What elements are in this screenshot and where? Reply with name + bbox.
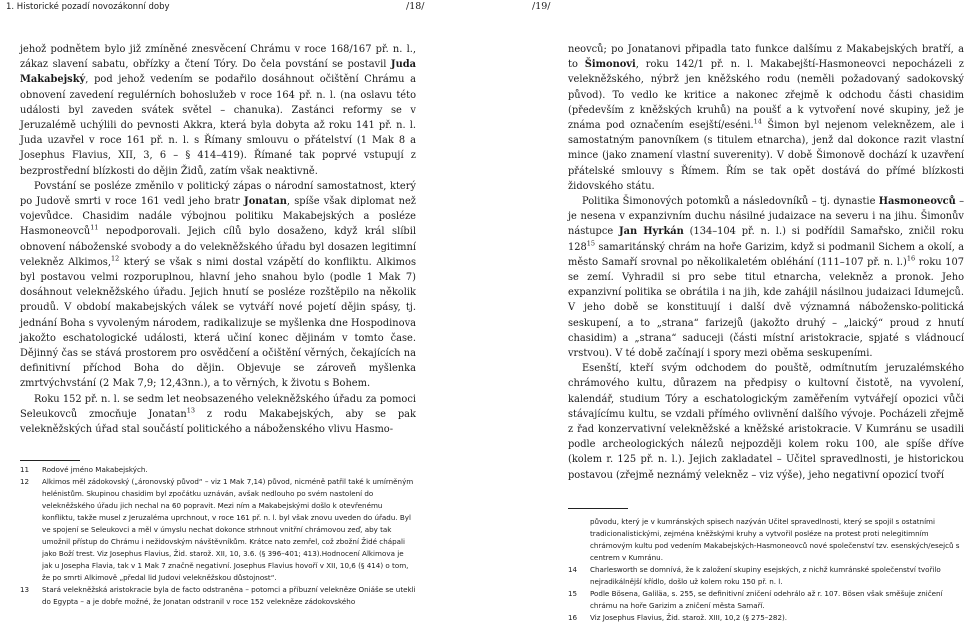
footnote-ref: 12 bbox=[111, 254, 120, 263]
text-run: neovců; po Jonatanovi připadla tato funkce dalšímu z Makabejských bratří, a to bbox=[568, 44, 964, 71]
footnote-ref: 13 bbox=[186, 406, 195, 415]
footnote-text: Rodové jméno Makabejských. bbox=[42, 465, 148, 474]
footnote-ref: 14 bbox=[753, 117, 762, 126]
footnote-number: 12 bbox=[20, 477, 30, 486]
text-run: roku 107 se zemí. Vyhradil si pro sebe titul etnarcha, velekněz a pronok. Jeho expanzivní politika se obrátila i na jih, kde zahájil násilnou judaizaci Idumejců. V jeho době se konstituují i další dvě významná nábožensko-politická seskupení, a to „strana“ farizejů (jakožto druhý – „laický“ proud z hnutí chasidim) a „strana“ saduceji (části místní aristokracie, spjaté s vládnoucí vrstvou). V té době začínají i spory mezi oběma seskupeními. bbox=[568, 256, 964, 360]
paragraph bbox=[568, 361, 964, 483]
bold-name: Jan Hyrkán bbox=[618, 226, 684, 238]
footnote-number: 16 bbox=[568, 613, 578, 622]
footnote-text: Charlesworth se domnívá, že k založení skupiny esejských, z nichž kumránské společenství tvořilo nejradikálnější křídlo, došlo už kolem roku 150 př. n. l. bbox=[590, 565, 941, 586]
footnote-ref: 11 bbox=[90, 224, 99, 233]
footnote bbox=[568, 516, 964, 564]
text-run: Roku 152 př. n. l. se sedm let neobsazeného velekněžského úřadu za pomoci Seleukovců zmocňuje Jonatan bbox=[20, 393, 416, 420]
footnote-number: 11 bbox=[20, 465, 30, 474]
text-run: (134–104 př. n. l.) si podřídil Samařsko, zničil roku 128 bbox=[568, 226, 964, 253]
footnote-text: Stará velekněžská aristokracie byla de facto odstraněna – potomci a příbuzní velekněze Oniáše se utekli do Egypta – a je dobře možné, že Jonatan odstranil v roce 152 velekněze zádokovského bbox=[42, 585, 416, 606]
text-run: z rodu Makabejských, aby se pak velekněžských úřad stal součástí politického a náboženského vlivu Hasmo- bbox=[20, 408, 416, 436]
text-run: Politika Šimonových potomků a následovníků – tj. dynastie bbox=[582, 196, 879, 208]
page-number-right: /19/ bbox=[532, 1, 551, 12]
footnote-text: Viz Josephus Flavius, Žid. starož. XIII, 10,2 (§ 275–282). bbox=[590, 613, 788, 622]
text-run: nepodporovali. Jejich cílů bylo dosaženo, když král slíbil obnovení náboženské svobody a do velekněžského úřadu byl dosazen legitimní velekněz Alkimos, bbox=[20, 226, 416, 268]
footnote bbox=[20, 584, 416, 608]
left-page-body bbox=[20, 42, 416, 437]
footnote-ref: 15 bbox=[586, 239, 596, 248]
page-number-left: /18/ bbox=[406, 1, 425, 12]
text-run: Esenští, kteří svým odchodem do pouště, odmítnutím jeruzalémského chrámového kultu, důrazem na předpisy o kultovní čistotě, na vyvolení, kalendář, studium Tóry a eschatologickým zaměřením vytvářejí opozici vůči stávajícímu kultu, se vzdali přímého ovlivnění dalšího vývoje. Pocházeli zřejmě z řad konzervativní velekněžské a kněžské aristokracie. V Kumránu se usadili podle archeologických nálezů nejpozději kolem roku 100, ale spíše dříve (kolem r. 125 př. n. l.). Jejich zakladatel – Učitel spravedlnosti, je historickou postavou (zřejmě neznámý velekněz – viz výše), jeho negativní opozicí tvoří bbox=[568, 363, 964, 481]
text-run: , spíše však diplomat než vojevůdce. Chasidim nadále výbojnou politiku Makabejských a posléze Hasmoneovců bbox=[20, 196, 416, 238]
footnote-rule bbox=[20, 460, 80, 461]
paragraph bbox=[20, 179, 416, 392]
bold-name: Šimonovi bbox=[584, 59, 636, 71]
footnote bbox=[568, 612, 964, 624]
footnote-number bbox=[568, 516, 590, 564]
footnote bbox=[20, 476, 416, 584]
paragraph bbox=[568, 194, 964, 361]
footnote-number: 13 bbox=[20, 585, 30, 594]
paragraph bbox=[20, 392, 416, 438]
text-run: který se však s nimi dostal vzápětí do konfliktu. Alkimos byl postavou velmi rozporuplnou, hlavní jeho snahou bylo (podle 1 Mak 7) dosáhnout velekněžského úřadu. Jejich hnutí se posléze rozštěpilo na několik proudů. V období makabejských válek se vytváří nové pojetí dějin spásy, tj. jednání Boha s vyvoleným národem, radikalizuje se myšlenka dne Hospodinova jakožto eschatologické události, která učiní konec dějinám v tomto čase. Dějinný čas se stává prostorem pro osvědčení a očištění věrných, čekajících na definitivní příchod Boha do dějin. Objevuje se zároveň myšlenka zmrtvýchvstání (2 Mak 7,9; 12,43nn.), a to věrných, k životu s Bohem. bbox=[20, 256, 416, 390]
footnote-rule bbox=[568, 508, 628, 509]
text-run: jehož podnětem bylo již zmíněné znesvěcení Chrámu v roce 168/167 př. n. l., zákaz slavení sabatu, obřízky a čtení Tóry. Do čela povstání se postavil bbox=[20, 44, 416, 71]
bold-name: Juda Makabejský bbox=[20, 59, 416, 86]
footnote-text: původu, který je v kumránských spisech nazýván Učitel spravedlnosti, který se spojil s ostatními tradicionalistickými, zejména kněžskými kruhy a vytvořil posléze na protest proti nelegitimním chrámovým kultu pod vedením Makabejských-Hasmoneovců nové společenství tzv. esenských/esejců s centrem v Kumránu. bbox=[590, 517, 960, 562]
right-footnotes bbox=[568, 516, 964, 624]
footnote bbox=[568, 564, 964, 588]
footnote-number: 15 bbox=[568, 589, 578, 598]
footnote-number: 14 bbox=[568, 565, 578, 574]
text-run: Šimon byl nejenom veleknězem, ale i samostatným panovníkem (s titulem etnarcha), jenž dal dokonce razit vlastní mince (jako znamení vlastní suverenity). V době Šimonově dochází k uzavření přátelské smlouvy s Římem. Řím se tak opět dostává do přímé blízkosti židovského státu. bbox=[568, 120, 964, 192]
bold-name: Hasmoneovců bbox=[878, 196, 956, 208]
right-page-body bbox=[568, 42, 964, 483]
footnote-text: Podle Bösena, Galiläa, s. 255, se definitivní zničení odehrálo až r. 107. Bösen však směšuje zničení chrámu na hoře Garizim a zničení města Samaří. bbox=[590, 589, 943, 610]
paragraph bbox=[568, 42, 964, 194]
text-run: , pod jehož vedením se podařilo dosáhnout očištění Chrámu a obnovení zavedení regulérních bohoslužeb v roce 164 př. n. l. (na oslavu této události byl zaveden svátek světel – chanuka). Zastánci reformy se v Jeruzalémě uchýlili do pevnosti Akkra, která byla dobyta až roku 141 př. n. l. Juda uzavřel v roce 161 př. n. l. s Římany smlouvu o přátelství (1 Mak 8 a Josephus Flavius, XII, 3, 6 – § 414–419). Římané tak poprvé vstupují z bezprostřední blízkosti do dějin Židů, zatím však neaktivně. bbox=[20, 74, 416, 177]
text-run: – je nesena v expanzivním duchu násilné judaizace na severu i na jihu. Šimonův nástupce bbox=[568, 196, 964, 238]
text-run: Povstání se posléze změnilo v politický zápas o národní samostatnost, který po Judově smrti v roce 161 vedl jeho bratr bbox=[20, 180, 416, 208]
bold-name: Jonatan bbox=[244, 196, 287, 208]
running-header-title: 1. Historické pozadí novozákonní doby bbox=[6, 2, 170, 12]
footnote bbox=[20, 464, 416, 476]
text-run: samaritánský chrám na hoře Garizim, když si podmanil Sichem a okolí, a město Samaří srovnal po několikaletém obléhání (111–107 př. n. l.) bbox=[568, 241, 964, 268]
footnote bbox=[568, 588, 964, 612]
text-run: , roku 142/1 př. n. l. Makabejští-Hasmoneovci nepocházeli z velekněžského, nýbrž jen kněžského rodu (neměli požadovaný sadokovský původ). To vedlo ke kritice a nakonec zřejmě k odchodu části chasidim (především z kněžských kruhů) na poušť a k vytvoření nové skupiny, jež je známa pod označením esejští/eséni. bbox=[568, 59, 964, 132]
paragraph bbox=[20, 42, 416, 179]
left-footnotes bbox=[20, 464, 416, 608]
footnote-ref: 16 bbox=[906, 254, 916, 263]
footnote-text: Alkimos měl zádokovský („áronovský původ“ – viz 1 Mak 7,14) původ, nicméně patřil také k umírněným helénistům. Skupinou chasidim byl zpočátku uznáván, avšak nedlouho po svém nastolení do velekněžského úřadu jich nechal na 60 popravit. Mezi ním a Makabejskými došlo k otevřenému konfliktu, takže musel z Jeruzaléma uprchnout, v roce 161 př. n. l. byl však znovu uveden do úřadu. Byl ve spojení se Seleukovci a měl v úmyslu nechat dokonce strhnout vnitřní chrámovou zeď, aby tak umožnil přístup do Chrámu i nežidovským návštěvníkům. Krátce nato zemřel, což zbožní Židé chápali jako Boží trest. Viz Josephus Flavius, Žid. starož. XII, 10, 3.6. (§ 396–401; 413).Hodnocení Alkimova je jak u Josepha Flavia, tak v 1 Mak 7 značně negativní. Josephus Flavius hovoří v XII, 10,6 (§ 414) o tom, že po smrti Alkimově „předal lid Judovi velekněžskou důstojnost“. bbox=[42, 477, 414, 582]
